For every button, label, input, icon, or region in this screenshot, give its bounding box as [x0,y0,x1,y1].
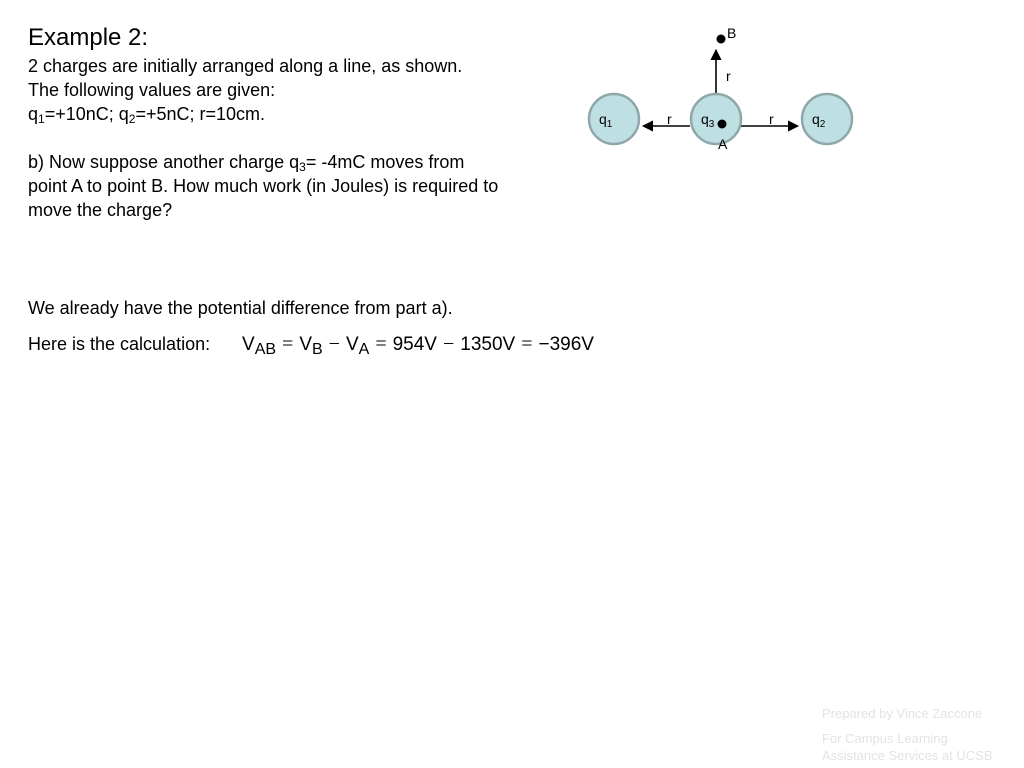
r-label-right: r [769,111,774,127]
point-a-label: A [718,136,728,152]
slide-title: Example 2: [28,24,149,51]
eq-equals-2: = [375,333,387,355]
q2-value: =+5nC; r=10cm. [135,104,266,124]
eq-value-2: 1350V [460,334,516,355]
q2-subscript: 2 [128,112,136,126]
part-b-charge-value: = -4mC moves from [305,152,465,172]
eq-equals-1: = [282,333,294,355]
q3-label: $q_3$ [701,111,715,130]
eq-v-b: V [299,334,312,355]
part-b-line-1 [28,150,464,174]
eq-value-1: 954V [392,334,437,355]
q3-subscript: 3 [299,160,306,174]
charge-q3-circle [691,94,741,144]
eq-v-ab: V [242,334,255,355]
q1-value: =+10nC; [44,104,119,124]
charge-q1-circle [589,94,639,144]
r-label-up: r [726,68,731,84]
footer-campus-line-2: Assistance Services at UCSB [822,748,993,763]
point-a-dot [718,120,727,129]
eq-v-b-sub: B [312,341,323,358]
q1-label: $q_1$ [599,111,613,130]
eq-v-a-sub: A [358,341,370,358]
part-b-line-2: point A to point B. How much work (in Joules) is required to [28,176,499,196]
eq-result: −396V [538,334,594,355]
already-have-text: We already have the potential difference from part a). [28,298,453,318]
calculation-label: Here is the calculation: [28,334,211,354]
part-b-line-3: move the charge? [28,200,173,220]
eq-minus-1: − [328,333,340,355]
point-b-label: B [727,25,737,41]
equation [242,332,594,358]
eq-v-a: V [345,334,359,355]
q1-symbol: q [28,104,39,124]
eq-v-ab-sub: AB [254,341,277,358]
given-values [28,102,265,126]
charge-diagram [560,0,900,180]
intro-line-2: The following values are given: [28,80,276,100]
eq-equals-3: = [521,333,533,355]
q1-subscript: 1 [38,112,45,126]
footer-prepared-by: Prepared by Vince Zaccone [822,706,983,721]
r-label-left: r [667,111,672,127]
charge-q2-circle [802,94,852,144]
point-b-dot [717,35,726,44]
part-b-text: b) Now suppose another charge q [28,152,300,172]
q2-symbol: q [118,104,129,124]
intro-line-1: 2 charges are initially arranged along a line, as shown. [28,56,463,76]
footer-campus-line-1: For Campus Learning [822,731,948,746]
q2-label: $q_2$ [812,111,826,130]
eq-minus-2: − [442,333,455,355]
